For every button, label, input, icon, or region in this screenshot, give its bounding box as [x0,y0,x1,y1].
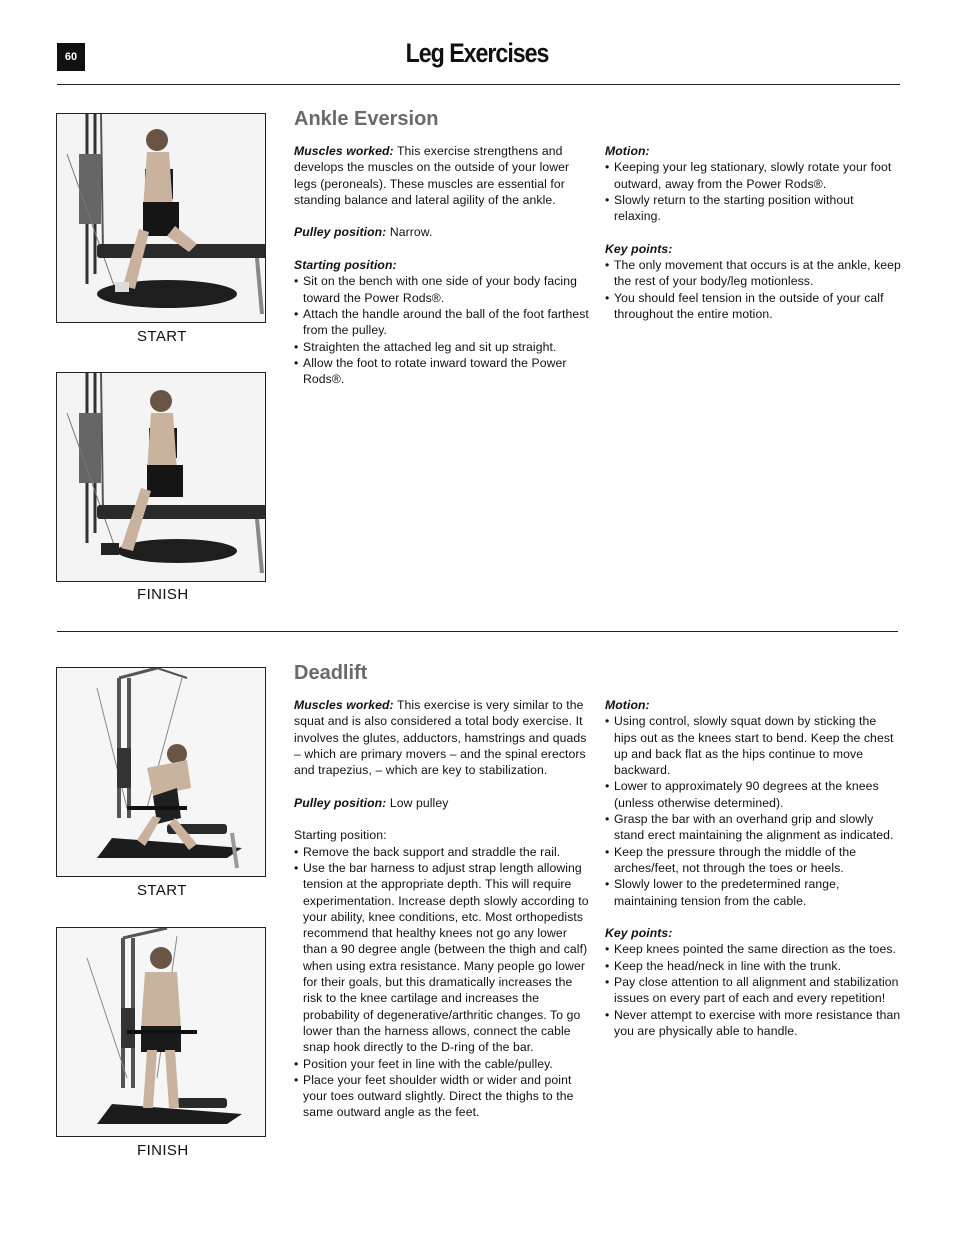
ankle-muscles-label: Muscles worked: [294,144,394,158]
list-item: • Pay close attention to all alignment and stabilization issues on every part of each and every repetition! [605,974,901,1007]
ankle-muscles-paragraph [294,143,590,208]
list-item: • Keeping your leg stationary, slowly rotate your foot outward, away from the Power Rods®. [605,159,901,192]
ankle-muscles-text: This exercise strengthens and develops the muscles on the outside of your lower legs (peroneals). These muscles are essential for standing balance and lateral agility of the ankle. [294,144,570,207]
ankle-key-list [605,257,901,322]
deadlift-start-caption: START [137,882,187,899]
ankle-starting-label: Starting position: [294,258,397,273]
ankle-motion-label: Motion: [605,144,650,158]
list-item: • Keep the head/neck in line with the trunk. [605,958,901,974]
list-item: • Keep knees pointed the same direction as the toes. [605,941,901,957]
list-item: • Using control, slowly squat down by sticking the hips out as the knees start to bend. Keep the chest up and back flat as the hips continue to move backward. [605,713,901,778]
section-divider [57,631,898,632]
ankle-section-title: Ankle Eversion [294,108,439,130]
list-item: • Straighten the attached leg and sit up straight. [294,339,590,355]
deadlift-muscles-paragraph [294,697,590,778]
page-title: Leg Exercises [405,38,549,68]
ankle-finish-caption: FINISH [137,586,189,603]
list-item: • Slowly lower to the predetermined range, maintaining tension from the cable. [605,876,901,909]
deadlift-finish-photo [56,927,266,1137]
header-rule [57,84,900,85]
ankle-pulley-label: Pulley position: [294,225,387,240]
ankle-motion-list [605,159,901,224]
deadlift-motion-list [605,713,901,909]
deadlift-start-photo [56,667,266,877]
deadlift-pulley-paragraph [294,795,590,811]
ankle-left-column [294,143,590,387]
list-item: • Attach the handle around the ball of the foot farthest from the pulley. [294,306,590,339]
deadlift-pulley-text: Low pulley [386,795,449,810]
ankle-finish-photo [56,372,266,582]
ankle-start-caption: START [137,328,187,345]
deadlift-starting-list [294,844,590,1121]
ankle-start-photo [56,113,266,323]
list-item: • Keep the pressure through the middle of the arches/feet, not through the toes or heels. [605,844,901,877]
list-item: • Position your feet in line with the cable/pulley. [294,1056,590,1072]
list-item: • Place your feet shoulder width or wider and point your toes outward slightly. Direct the thighs to the same outward angle as the feet. [294,1072,590,1121]
list-item: • Lower to approximately 90 degrees at the knees (unless otherwise determined). [605,778,901,811]
deadlift-key-list [605,941,901,1039]
deadlift-section-title: Deadlift [294,662,368,684]
ankle-right-column [605,143,901,322]
page-number: 60 [57,43,85,71]
deadlift-key-label: Key points: [605,926,673,941]
deadlift-starting-label: Starting position: [294,828,387,843]
list-item: • Allow the foot to rotate inward toward the Power Rods®. [294,355,590,388]
deadlift-motion-label: Motion: [605,698,650,712]
deadlift-finish-caption: FINISH [137,1142,189,1159]
deadlift-muscles-text: This exercise is very similar to the squat and is also considered a total body exercise. It involves the glutes, adductors, hamstrings and quads – which are primary movers – and the spinal erectors and trapezius, – which are key to stabilization. [294,698,587,778]
ankle-starting-list [294,273,590,387]
list-item: • Slowly return to the starting position without relaxing. [605,192,901,225]
ankle-pulley-text: Narrow. [386,225,433,240]
list-item: • The only movement that occurs is at the ankle, keep the rest of your body/leg motionless. [605,257,901,290]
deadlift-right-column [605,697,901,1039]
deadlift-pulley-label: Pulley position: [294,795,387,810]
list-item: • Never attempt to exercise with more resistance than you are physically able to handle. [605,1007,901,1040]
deadlift-left-column [294,697,590,1121]
list-item: • Remove the back support and straddle the rail. [294,844,590,860]
deadlift-muscles-label: Muscles worked: [294,698,394,712]
list-item: • Sit on the bench with one side of your body facing toward the Power Rods®. [294,273,590,306]
list-item: • Grasp the bar with an overhand grip and slowly stand erect maintaining the alignment as indicated. [605,811,901,844]
ankle-key-label: Key points: [605,241,673,256]
list-item: • You should feel tension in the outside of your calf throughout the entire motion. [605,290,901,323]
list-item: • Use the bar harness to adjust strap length allowing tension at the appropriate depth. This will require experimentation. Increase depth slowly according to your ability, knee conditions, etc. Most orthopedists recommend that healthy knees not go any lower than a 90 degree angle (between the thigh and calf) when using extra resistance. Many people go lower for their goals, but this dramatically increases the risk to the knee cartilage and increases the probability of degenerative/arthritic changes. To go lower than the harness allows, connect the cable snap hook directly to the D-ring of the bar. [294,860,590,1056]
ankle-pulley-paragraph [294,224,590,240]
